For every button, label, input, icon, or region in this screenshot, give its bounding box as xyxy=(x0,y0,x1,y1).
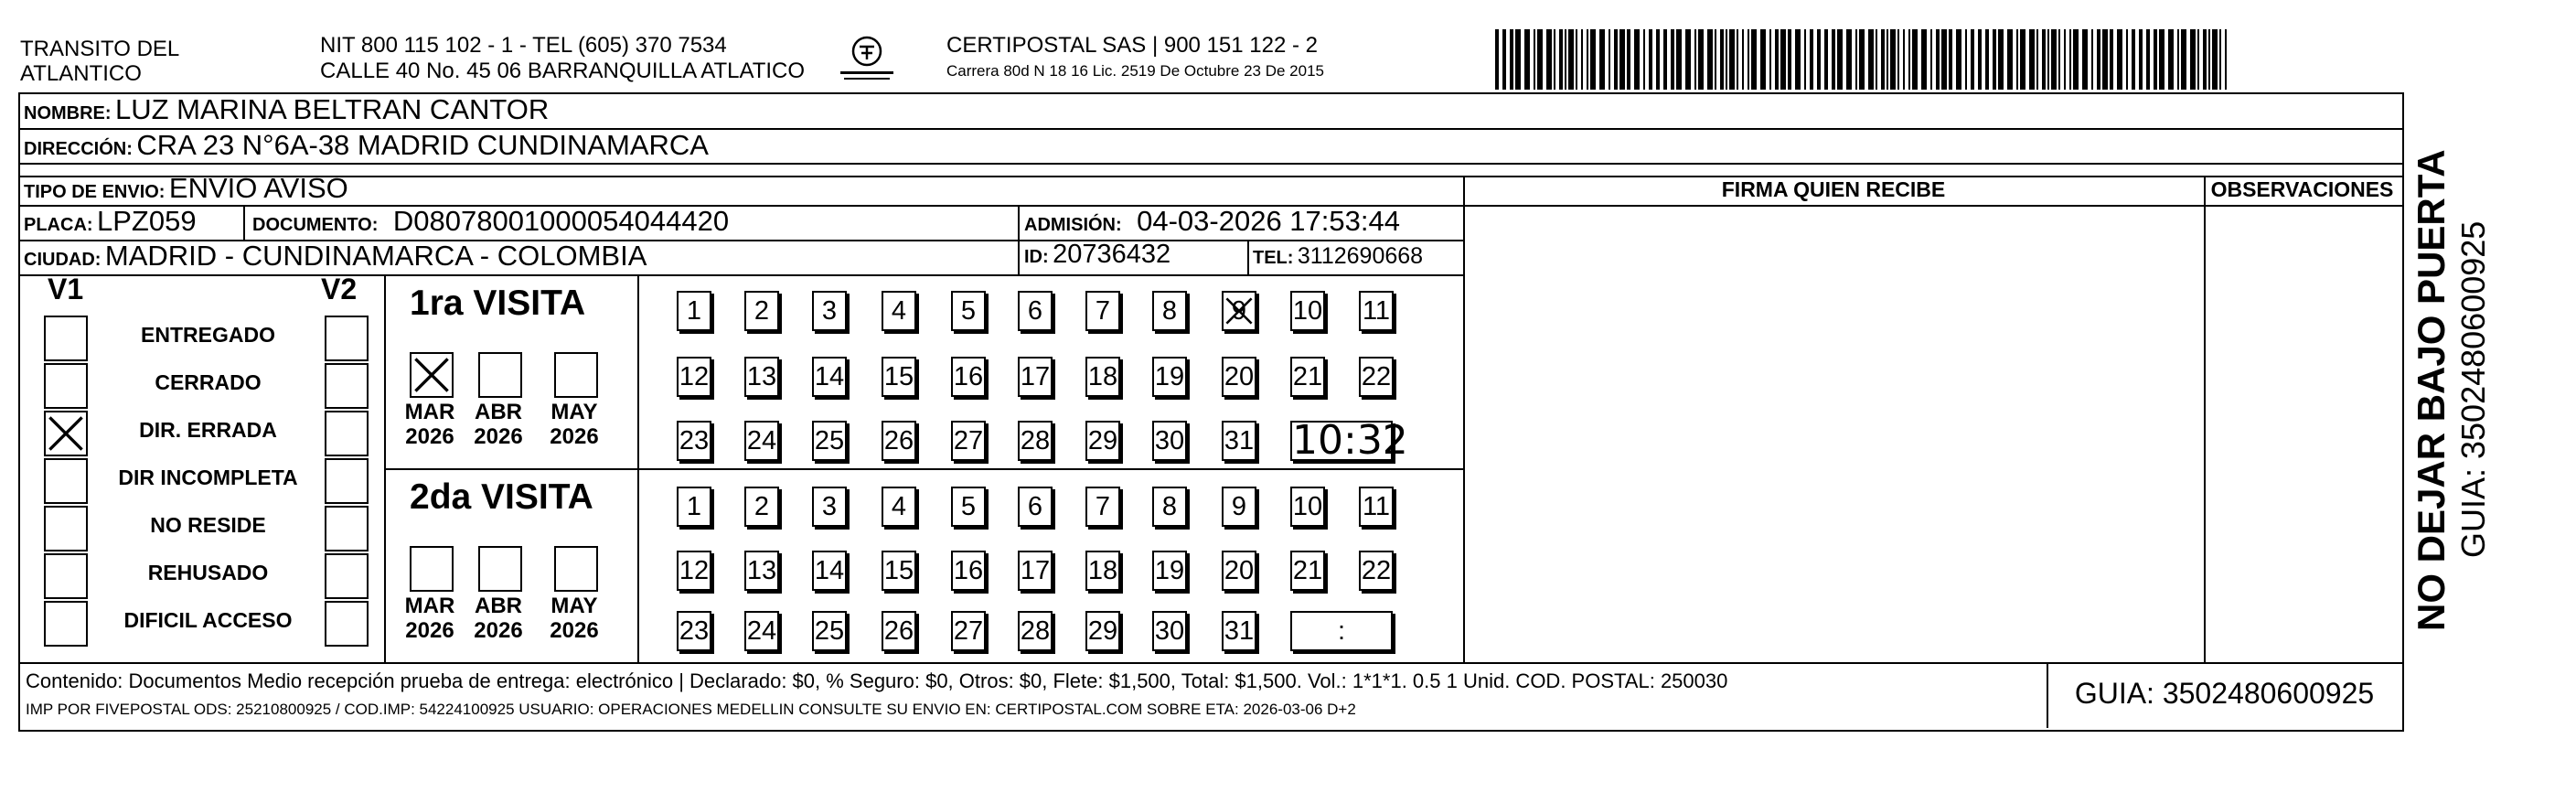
day-box[interactable]: 26 xyxy=(882,611,916,651)
day-box[interactable]: 1 xyxy=(677,291,711,331)
day-box[interactable]: 29 xyxy=(1085,421,1120,461)
barcode-bar xyxy=(2212,29,2218,90)
shipment-type-row: TIPO DE ENVIO: ENVIO AVISO xyxy=(24,172,348,204)
barcode-bar xyxy=(1643,29,1645,90)
month-checkbox[interactable] xyxy=(478,352,522,398)
city-value: MADRID - CUNDINAMARCA - COLOMBIA xyxy=(104,240,647,272)
day-box[interactable]: 2 xyxy=(744,291,779,331)
day-box[interactable]: 9 xyxy=(1222,487,1256,527)
barcode-bar xyxy=(1707,29,1713,90)
barcode-bar xyxy=(2007,29,2013,90)
barcode-bar xyxy=(1649,29,1652,90)
barcode-bar xyxy=(2042,29,2046,90)
day-box[interactable]: 24 xyxy=(744,611,779,651)
barcode-bar xyxy=(2168,29,2174,90)
month-year: 2026 xyxy=(474,424,523,449)
day-box[interactable]: 30 xyxy=(1152,611,1187,651)
month-year: 2026 xyxy=(474,618,523,643)
barcode-bar xyxy=(2029,29,2035,90)
barcode-bar xyxy=(2139,29,2143,90)
barcode-bar xyxy=(1510,29,1513,90)
side-guide-number: GUIA: 3502480600925 xyxy=(2454,220,2492,558)
barcode-bar xyxy=(1671,29,1674,90)
v1-checkbox[interactable] xyxy=(44,458,88,504)
barcode-bar xyxy=(1656,29,1660,90)
carrier-name: CERTIPOSTAL SAS | 900 151 122 - 2 xyxy=(946,33,1318,58)
signature-area[interactable] xyxy=(1465,207,2202,660)
barcode-bar xyxy=(1949,29,1952,90)
barcode-bar xyxy=(1908,29,1910,90)
barcode-bar xyxy=(1810,29,1813,90)
month-name: MAR xyxy=(404,400,455,424)
barcode-bar xyxy=(2146,29,2150,90)
barcode-bar xyxy=(1978,29,1982,90)
day-box[interactable]: 3 xyxy=(812,291,847,331)
month-label xyxy=(471,594,526,643)
barcode-bar xyxy=(2058,29,2060,90)
day-box[interactable]: 18 xyxy=(1085,551,1120,591)
v1-checkbox[interactable] xyxy=(44,363,88,409)
barcode-bar xyxy=(1887,29,1888,90)
company-name: TRANSITO DEL ATLANTICO xyxy=(20,37,180,86)
footer-print-info: IMP POR FIVEPOSTAL ODS: 25210800925 / COD.IMP: 54224100925 USUARIO: OPERACIONES MEDELLIN CONSULTE SU ENVIO EN: CERTIPOSTAL.COM SOBRE ETA: 2026-03-06 D+2 xyxy=(26,701,1356,718)
v2-checkbox[interactable] xyxy=(325,601,369,647)
barcode-bar xyxy=(2110,29,2113,90)
visit2-title: 2da VISITA xyxy=(410,477,593,517)
barcode-bar xyxy=(2036,29,2038,90)
barcode-bar xyxy=(1742,29,1744,90)
barcode-bar xyxy=(1720,29,1724,90)
barcode-bar xyxy=(1936,29,1940,90)
barcode-bar xyxy=(1751,29,1757,90)
day-box[interactable]: 22 xyxy=(1359,357,1394,397)
v1-checkbox[interactable] xyxy=(44,411,88,456)
day-box[interactable]: 6 xyxy=(1018,291,1053,331)
month-label xyxy=(547,400,602,449)
month-label xyxy=(547,594,602,643)
day-box[interactable]: 4 xyxy=(882,291,916,331)
barcode-bar xyxy=(1859,29,1865,90)
status-option-label: DIR. ERRADA xyxy=(139,418,277,442)
barcode-bar xyxy=(2126,29,2128,90)
day-box[interactable]: 12 xyxy=(677,551,711,591)
barcode-bar xyxy=(1971,29,1974,90)
barcode-bar xyxy=(2219,29,2221,90)
month-name: ABR xyxy=(475,594,522,618)
time-box[interactable]: 10:32 xyxy=(1292,417,1408,464)
month-name: MAY xyxy=(550,400,598,424)
day-box[interactable]: 23 xyxy=(677,611,711,651)
v2-checkbox[interactable] xyxy=(325,458,369,504)
barcode-bar xyxy=(1715,29,1716,90)
barcode-bar xyxy=(2047,29,2049,90)
barcode-bar xyxy=(1576,29,1577,90)
day-box[interactable]: 21 xyxy=(1290,357,1325,397)
barcode-bar xyxy=(1698,29,1704,90)
barcode-bar xyxy=(1775,29,1779,90)
day-box[interactable]: 24 xyxy=(744,421,779,461)
month-name: MAY xyxy=(550,594,598,618)
document-value: D08078001000054044420 xyxy=(392,205,730,237)
barcode-bar xyxy=(1554,29,1555,90)
barcode-bar xyxy=(1515,29,1521,90)
barcode-bar xyxy=(1502,29,1506,90)
barcode-bar xyxy=(1846,29,1852,90)
day-box[interactable]: 15 xyxy=(882,551,916,591)
day-box[interactable]: 9 xyxy=(1222,291,1256,331)
day-box[interactable]: 14 xyxy=(812,357,847,397)
barcode-bar xyxy=(1985,29,1989,90)
month-year: 2026 xyxy=(405,618,454,643)
v2-checkbox[interactable] xyxy=(325,506,369,551)
day-box[interactable]: 5 xyxy=(951,487,986,527)
status-option-label: CERRADO xyxy=(155,370,262,394)
barcode-bar xyxy=(2177,29,2179,90)
day-box[interactable]: 22 xyxy=(1359,551,1394,591)
barcode-bar xyxy=(1868,29,1874,90)
status-option-label: DIR INCOMPLETA xyxy=(118,466,298,489)
barcode-bar xyxy=(1748,29,1749,90)
status-option-label: REHUSADO xyxy=(147,561,269,584)
barcode-bar xyxy=(1565,29,1566,90)
barcode-bar xyxy=(1804,29,1806,90)
barcode-bar xyxy=(2097,29,2100,90)
day-box[interactable]: 8 xyxy=(1152,291,1187,331)
barcode-bar xyxy=(2197,29,2199,90)
barcode-bar xyxy=(1590,29,1596,90)
city-field: CIUDAD: MADRID - CUNDINAMARCA - COLOMBIA xyxy=(24,240,647,272)
month-name: ABR xyxy=(475,400,522,424)
barcode-bar xyxy=(1587,29,1588,90)
day-box[interactable]: 29 xyxy=(1085,611,1120,651)
address-row: DIRECCIÓN: CRA 23 N°6A-38 MADRID CUNDINAMARCA xyxy=(24,129,709,161)
barcode-bar xyxy=(1737,29,1738,90)
barcode-bar xyxy=(2117,29,2122,90)
barcode-bar xyxy=(1534,29,1535,90)
barcode-bar xyxy=(1627,29,1630,90)
month-year: 2026 xyxy=(550,424,599,449)
barcode-bar xyxy=(2159,29,2164,90)
company-nit-tel: NIT 800 115 102 - 1 - TEL (605) 370 7534 xyxy=(320,33,727,58)
day-box[interactable]: 12 xyxy=(677,357,711,397)
barcode-bar xyxy=(1965,29,1967,90)
day-box[interactable]: 7 xyxy=(1085,487,1120,527)
v1-checkbox[interactable] xyxy=(44,553,88,599)
signature-label: FIRMA QUIEN RECIBE xyxy=(1721,177,1946,201)
barcode-bar xyxy=(1855,29,1857,90)
day-box[interactable]: 16 xyxy=(951,551,986,591)
month-name: MAR xyxy=(404,594,455,618)
month-year: 2026 xyxy=(405,424,454,449)
barcode-bar xyxy=(2073,29,2079,90)
company-address: CALLE 40 No. 45 06 BARRANQUILLA ATLATICO xyxy=(320,59,806,83)
v1-checkbox[interactable] xyxy=(44,506,88,551)
day-box[interactable]: 19 xyxy=(1152,357,1187,397)
day-box[interactable]: 19 xyxy=(1152,551,1187,591)
day-box[interactable]: 10 xyxy=(1290,291,1325,331)
barcode-bar xyxy=(2051,29,2057,90)
barcode-bar xyxy=(2102,29,2108,90)
id-field: ID: 20736432 xyxy=(1024,240,1171,269)
v2-checkbox[interactable] xyxy=(325,553,369,599)
barcode-bar xyxy=(1685,29,1691,90)
barcode-bar xyxy=(1998,29,2004,90)
document-field: DOCUMENTO: D08078001000054044420 xyxy=(252,205,730,237)
day-box[interactable]: 27 xyxy=(951,421,986,461)
observations-label: OBSERVACIONES xyxy=(2210,177,2394,201)
day-box[interactable]: 25 xyxy=(812,611,847,651)
recipient-address: CRA 23 N°6A-38 MADRID CUNDINAMARCA xyxy=(136,129,709,161)
status-option-label: ENTREGADO xyxy=(141,323,275,347)
day-box[interactable]: 21 xyxy=(1290,551,1325,591)
day-box[interactable]: 13 xyxy=(744,551,779,591)
day-box[interactable]: 7 xyxy=(1085,291,1120,331)
id-value: 20736432 xyxy=(1053,240,1171,269)
barcode-bar xyxy=(1614,29,1618,90)
barcode-bar xyxy=(1581,29,1583,90)
barcode-bar xyxy=(1694,29,1696,90)
month-label xyxy=(402,400,457,449)
barcode-bar xyxy=(2069,29,2071,90)
barcode-bar xyxy=(1524,29,1530,90)
side-notice: NO DEJAR BAJO PUERTA xyxy=(2410,149,2453,631)
barcode-bar xyxy=(1930,29,1932,90)
barcode-bar xyxy=(1726,29,1727,90)
v2-checkbox[interactable] xyxy=(325,411,369,456)
month-label xyxy=(471,400,526,449)
barcode-bar xyxy=(1537,29,1543,90)
barcode-bar xyxy=(2020,29,2026,90)
footer-guide-number: GUIA: 3502480600925 xyxy=(2074,677,2375,710)
barcode-bar xyxy=(1788,29,1791,90)
barcode-bar xyxy=(2064,29,2066,90)
barcode-bar xyxy=(1619,29,1625,90)
day-box[interactable]: 10 xyxy=(1290,487,1325,527)
day-box[interactable]: 2 xyxy=(744,487,779,527)
day-box[interactable]: 27 xyxy=(951,611,986,651)
day-box[interactable]: 31 xyxy=(1222,421,1256,461)
barcode-bar xyxy=(1912,29,1918,90)
month-checkbox[interactable] xyxy=(410,546,454,592)
barcode-bar xyxy=(1546,29,1552,90)
day-box[interactable]: 20 xyxy=(1222,357,1256,397)
shipment-type: ENVIO AVISO xyxy=(168,172,348,204)
barcode-bar xyxy=(1837,29,1843,90)
barcode-bar xyxy=(1609,29,1610,90)
name-row: NOMBRE: LUZ MARINA BELTRAN CANTOR xyxy=(24,93,550,125)
barcode-bar xyxy=(1832,29,1835,90)
month-label xyxy=(402,594,457,643)
day-box[interactable]: 6 xyxy=(1018,487,1053,527)
day-box[interactable]: 26 xyxy=(882,421,916,461)
barcode-bar xyxy=(2208,29,2210,90)
observations-area[interactable] xyxy=(2206,207,2399,660)
barcode xyxy=(1495,29,2227,90)
barcode-bar xyxy=(2082,29,2088,90)
certipostal-logo xyxy=(837,35,897,91)
barcode-bar xyxy=(1817,29,1821,90)
day-box[interactable]: 4 xyxy=(882,487,916,527)
day-box[interactable]: 1 xyxy=(677,487,711,527)
footer-content: Contenido: Documentos Medio recepción prueba de entrega: electrónico | Declarado: $0, % Seguro: $0, Otros: $0, Flete: $1,500, Total: $1,500. Vol.: 1*1*1. 0.5 1 Unid. COD. POSTAL: 250030 xyxy=(26,669,1728,692)
v1-checkbox[interactable] xyxy=(44,601,88,647)
barcode-bar xyxy=(1599,29,1605,90)
status-option-label: DIFICIL ACCESO xyxy=(123,608,293,632)
barcode-bar xyxy=(1824,29,1828,90)
day-box[interactable]: 11 xyxy=(1359,487,1394,527)
day-box[interactable]: 5 xyxy=(951,291,986,331)
barcode-bar xyxy=(2225,29,2227,90)
v2-checkbox[interactable] xyxy=(325,316,369,361)
barcode-bar xyxy=(1769,29,1771,90)
barcode-bar xyxy=(2016,29,2018,90)
barcode-bar xyxy=(1559,29,1563,90)
barcode-bar xyxy=(1876,29,1877,90)
barcode-bar xyxy=(2181,29,2186,90)
barcode-bar xyxy=(1663,29,1667,90)
day-box[interactable]: 28 xyxy=(1018,421,1053,461)
barcode-bar xyxy=(1993,29,1996,90)
month-year: 2026 xyxy=(550,618,599,643)
plate-value: LPZ059 xyxy=(97,205,197,237)
barcode-bar xyxy=(1941,29,1947,90)
day-box[interactable]: 3 xyxy=(812,487,847,527)
v1-label: V1 xyxy=(48,273,84,305)
month-checkbox[interactable] xyxy=(554,352,598,398)
barcode-bar xyxy=(1760,29,1766,90)
day-box[interactable]: 16 xyxy=(951,357,986,397)
barcode-bar xyxy=(1568,29,1574,90)
day-box[interactable]: 25 xyxy=(812,421,847,461)
day-box[interactable]: 17 xyxy=(1018,551,1053,591)
day-box[interactable]: 31 xyxy=(1222,611,1256,651)
barcode-bar xyxy=(1780,29,1786,90)
tel-field: TEL: 3112690668 xyxy=(1253,243,1424,269)
barcode-bar xyxy=(1634,29,1640,90)
visit1-title: 1ra VISITA xyxy=(410,284,586,323)
tel-value: 3112690668 xyxy=(1297,243,1424,269)
plate-field: PLACA: LPZ059 xyxy=(24,205,197,237)
v2-label: V2 xyxy=(321,273,358,305)
day-box[interactable]: 18 xyxy=(1085,357,1120,397)
day-box[interactable]: 14 xyxy=(812,551,847,591)
barcode-bar xyxy=(1890,29,1896,90)
barcode-bar xyxy=(2132,29,2135,90)
barcode-bar xyxy=(1897,29,1899,90)
barcode-bar xyxy=(2190,29,2196,90)
barcode-bar xyxy=(1956,29,1961,90)
day-box[interactable]: 11 xyxy=(1359,291,1394,331)
admission-value: 04-03-2026 17:53:44 xyxy=(1137,205,1400,237)
month-checkbox[interactable] xyxy=(478,546,522,592)
day-box[interactable]: 17 xyxy=(1018,357,1053,397)
time-box[interactable]: : xyxy=(1290,611,1393,651)
barcode-bar xyxy=(2154,29,2157,90)
v1-checkbox[interactable] xyxy=(44,316,88,361)
barcode-bar xyxy=(1676,29,1682,90)
admission-field: ADMISIÓN: 04-03-2026 17:53:44 xyxy=(1024,205,1400,237)
carrier-license: Carrera 80d N 18 16 Lic. 2519 De Octubre 23 De 2015 xyxy=(946,62,1324,80)
day-box[interactable]: 13 xyxy=(744,357,779,397)
v2-checkbox[interactable] xyxy=(325,363,369,409)
barcode-bar xyxy=(1795,29,1801,90)
barcode-bar xyxy=(1903,29,1905,90)
day-box[interactable]: 20 xyxy=(1222,551,1256,591)
month-checkbox[interactable] xyxy=(554,546,598,592)
recipient-name: LUZ MARINA BELTRAN CANTOR xyxy=(115,93,550,125)
month-checkbox[interactable] xyxy=(410,352,454,398)
barcode-bar xyxy=(1881,29,1885,90)
barcode-bar xyxy=(2203,29,2207,90)
day-box[interactable]: 15 xyxy=(882,357,916,397)
barcode-bar xyxy=(1729,29,1735,90)
barcode-bar xyxy=(1921,29,1927,90)
day-box[interactable]: 28 xyxy=(1018,611,1053,651)
day-box[interactable]: 8 xyxy=(1152,487,1187,527)
day-box[interactable]: 23 xyxy=(677,421,711,461)
status-option-label: NO RESIDE xyxy=(150,513,266,537)
barcode-bar xyxy=(1495,29,1499,90)
day-box[interactable]: 30 xyxy=(1152,421,1187,461)
barcode-bar xyxy=(2091,29,2093,90)
